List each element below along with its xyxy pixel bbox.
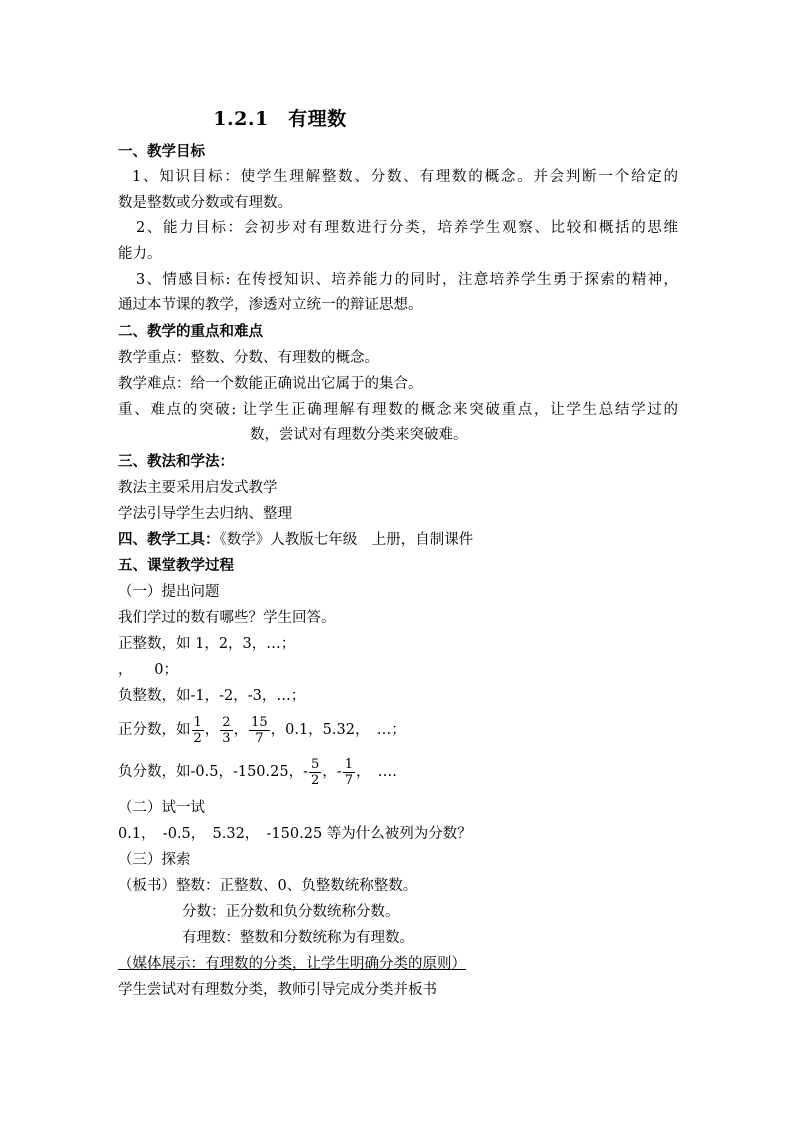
section-heading-tools: 四、教学工具： bbox=[118, 531, 220, 548]
keypoint-focus: 教学重点：整数、分数、有理数的概念。 bbox=[118, 350, 379, 366]
positive-fractions-prefix: 正分数，如 bbox=[118, 722, 191, 738]
tools-text: 《数学》人教版七年级 上册，自制课件 bbox=[219, 532, 474, 548]
fraction: $\frac{1}{7}$ bbox=[344, 756, 353, 788]
objective-ability-cont: 能力。 bbox=[118, 246, 162, 262]
negative-integers: 负整数，如-1，-2，-3，…； bbox=[118, 688, 306, 704]
fraction: $\frac{15}{7}$ bbox=[251, 714, 268, 746]
fraction: $\frac{5}{2}$ bbox=[311, 756, 320, 788]
section-heading-methods: 三、教法和学法： bbox=[118, 453, 234, 470]
media-note: （媒体展示：有理数的分类，让学生明确分类的原则） bbox=[118, 956, 466, 972]
keypoint-difficulty: 教学难点：给一个数能正确说出它属于的集合。 bbox=[118, 376, 423, 392]
fraction: $\frac{1}{2}$ bbox=[193, 714, 202, 746]
section-tools bbox=[118, 530, 678, 550]
board-fraction: 分数：正分数和负分数统称分数。 bbox=[182, 904, 400, 920]
keypoint-breakthrough-cont: 数，尝试对有理数分类来突破难。 bbox=[250, 427, 468, 443]
positive-fractions-suffix: ，0.1，5.32， …； bbox=[270, 722, 406, 738]
positive-integers: 正整数，如 1，2，3，…； bbox=[118, 636, 296, 652]
section-heading-objectives: 一、教学目标 bbox=[118, 143, 205, 160]
objective-knowledge-cont: 数是整数或分数或有理数。 bbox=[118, 195, 292, 211]
negative-fractions-suffix: ， …. bbox=[355, 764, 397, 780]
zero-line: ， 0； bbox=[118, 662, 178, 678]
positive-fractions: 正分数，如 $\frac{1}{2}$ ， $\frac{2}{3}$ ， $\frac{15}{7}$ ，0.1，5.32， …； bbox=[118, 714, 406, 746]
negative-fractions-prefix: 负分数，如-0.5，-150.25，- bbox=[118, 764, 308, 780]
board-integer: （板书）整数：正整数、0、负整数统称整数。 bbox=[118, 878, 418, 894]
objective-emotion: 3、情感目标: 在传授知识、培养能力的同时，注意培养学生勇于探索的精神， bbox=[136, 272, 678, 288]
step-question-text: 我们学过的数有哪些？学生回答。 bbox=[118, 610, 336, 626]
document-title: 1.2.1 有理数 bbox=[213, 108, 347, 130]
keypoint-breakthrough: 重、难点的突破: 让学生正确理解有理数的概念来突破重点，让学生总结学过的 bbox=[118, 402, 678, 418]
learning-method: 学法引导学生去归纳、整理 bbox=[118, 506, 292, 522]
step-try-question: 0.1， -0.5， 5.32， -150.25 等为什么被列为分数？ bbox=[118, 826, 472, 842]
section-heading-process: 五、课堂教学过程 bbox=[118, 557, 234, 574]
negative-fractions: 负分数，如-0.5，-150.25，- $\frac{5}{2}$ ，- $\frac{1}{7}$ ， …. bbox=[118, 756, 397, 788]
closing-line: 学生尝试对有理数分类，教师引导完成分类并板书 bbox=[118, 982, 437, 998]
step-pose-question: （一）提出问题 bbox=[118, 584, 220, 600]
step-explore: （三）探索 bbox=[118, 852, 191, 868]
objective-ability: 2、能力目标：会初步对有理数进行分类，培养学生观察、比较和概括的思维 bbox=[136, 220, 678, 236]
step-try: （二）试一试 bbox=[118, 800, 205, 816]
objective-emotion-cont: 通过本节课的教学，渗透对立统一的辩证思想。 bbox=[118, 297, 423, 313]
objective-knowledge: 1、知识目标：使学生理解整数、分数、有理数的概念。并会判断一个给定的 bbox=[132, 169, 678, 185]
board-rational: 有理数：整数和分数统称为有理数。 bbox=[182, 930, 414, 946]
fraction: $\frac{2}{3}$ bbox=[222, 714, 231, 746]
teaching-method: 教法主要采用启发式教学 bbox=[118, 480, 278, 496]
section-heading-keypoints: 二、教学的重点和难点 bbox=[118, 323, 263, 340]
